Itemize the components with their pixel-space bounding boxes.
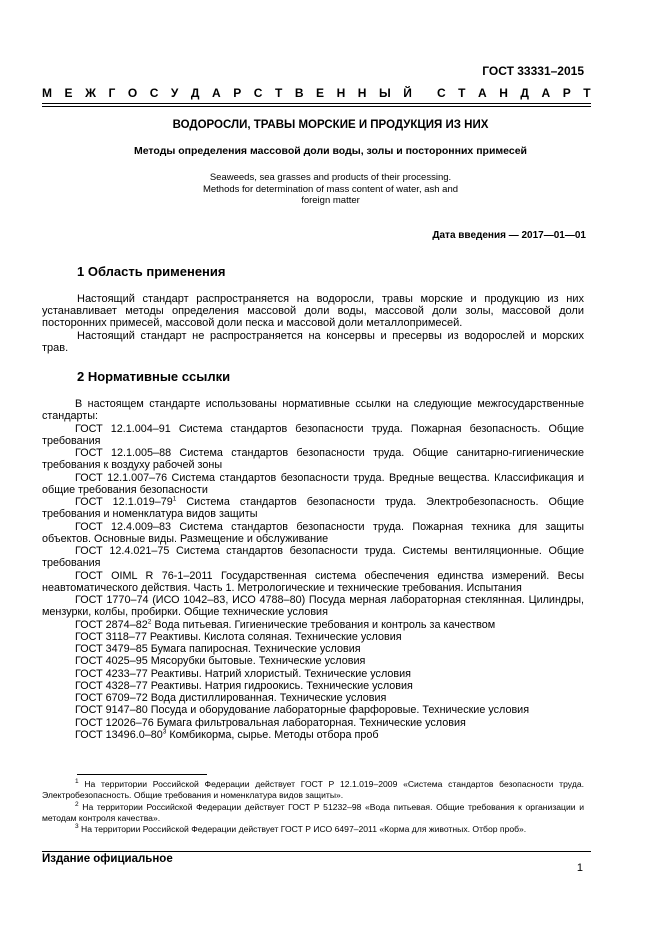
reference-item [42,655,584,667]
footnote-number: 1 [75,778,79,786]
reference-item [42,447,584,472]
reference-item [42,631,584,643]
reference-title: Комбикорма, сырье. Методы отбора проб [166,728,379,741]
english-title [0,172,661,207]
reference-item [42,570,584,595]
reference-code: ГОСТ 12.1.007–76 [75,471,168,484]
banner-letter: Р [562,86,571,100]
reference-item [42,423,584,448]
reference-title: Система стандартов безопасности труда. Вредные вещества. Классификация и общие требования безопасности [42,471,584,496]
reference-code: ГОСТ 4233–77 [75,667,148,680]
reference-title: Государственная система обеспечения единства измерений. Весы неавтоматического действия. Часть 1. Метрологические и технические требования. Испытания [42,569,584,594]
document-subtitle: Методы определения массовой доли воды, золы и посторонних примесей [133,145,528,157]
banner-letter: У [170,86,179,100]
reference-title: Система стандартов безопасности труда. Общие санитарно-гигиенические требования к воздуху рабочей зоны [42,447,584,472]
banner-letter: Д [520,86,529,100]
reference-item [42,594,584,619]
reference-code: ГОСТ 4328–77 [75,679,148,692]
reference-title: Реактивы. Натрия гидроокись. Технические условия [147,679,413,692]
reference-code: ГОСТ 12.4.009–83 [75,520,172,533]
reference-title: Мясорубки бытовые. Технические условия [147,655,366,668]
reference-item [42,643,584,655]
reference-code: ГОСТ 12.1.004–91 [75,422,171,435]
reference-title: Система стандартов безопасности труда. Пожарная безопасность. Общие требования [42,422,584,447]
banner-letter: Т [583,86,591,100]
banner-letter: А [211,86,221,100]
introduction-date: Дата введения — 2017—01—01 [432,230,586,241]
banner-letter: С [436,86,446,100]
section-2-intro: В настоящем стандарте использованы нормативные ссылки на следующие межгосударственные стандарты: [42,398,584,423]
document-title: ВОДОРОСЛИ, ТРАВЫ МОРСКИЕ И ПРОДУКЦИЯ ИЗ НИХ [172,119,489,131]
footnote-marker: 1 [172,495,177,503]
banner-letter: Е [64,86,73,100]
reference-title: Реактивы. Натрий хлористый. Технические условия [147,667,411,680]
banner-letter: Ж [85,86,96,100]
footnote-marker: 2 [147,617,152,625]
footnotes [42,779,584,836]
banner-letter: А [541,86,551,100]
reference-code: ГОСТ 2874–82 [75,618,148,631]
reference-item [42,717,584,729]
reference-item [42,680,584,692]
section-2-heading: 2 Нормативные ссылки [77,369,231,384]
reference-code: ГОСТ 13496.0–80 [75,728,163,741]
footer-rule [42,851,591,852]
banner-letter: Й [403,86,412,100]
reference-item [42,521,584,546]
normative-references [42,398,584,741]
section-1-heading: 1 Область применения [77,264,226,279]
banner-letter: С [253,86,263,100]
footnote [42,779,584,801]
banner-letter: С [149,86,159,100]
banner-letter: Ы [378,86,391,100]
banner-letter: Т [458,86,466,100]
section-1-body [42,293,584,354]
document-code: ГОСТ 33331–2015 [482,64,584,78]
reference-title: Бумага папиросная. Технические условия [147,643,361,655]
footnote-text: На территории Российской Федерации действует ГОСТ Р 12.1.019–2009 «Система стандартов безопасности труда. Электробезопасность. Общие требования и номенклатура видов защиты». [42,779,584,800]
reference-title: Реактивы. Кислота соляная. Технические условия [146,630,402,643]
reference-title: Система стандартов безопасности труда. Пожарная техника для защиты объектов. Основные виды. Размещение и обслуживание [42,520,584,545]
reference-item [42,704,584,716]
reference-item [42,619,584,631]
reference-code: ГОСТ 3118–77 [75,630,147,643]
english-title-line: Seaweeds, sea grasses and products of their processing. [209,172,452,183]
official-edition-label: Издание официальное [42,853,173,865]
reference-code: ГОСТ 3479–85 [75,643,148,655]
interstate-standard-banner [42,86,591,101]
footnote-text: На территории Российской Федерации действует ГОСТ Р ИСО 6497–2011 «Корма для животных. Отбор проб». [78,824,527,834]
reference-code: ГОСТ 1770–74 (ИСО 1042–83, ИСО 4788–80) [75,594,306,606]
banner-letter: Т [274,86,283,100]
banner-letter: Н [336,86,346,100]
section-1-paragraph: Настоящий стандарт распространяется на водоросли, травы морские и продукцию из них устанавливает методы определения массовой доли воды, массовой доли золы, массовой доли посторонних примесей, массовой доли песка и массовой доли металлопримесей. [42,293,584,330]
english-title-line: Methods for determination of mass content of water, ash and [202,183,459,195]
reference-item [42,692,584,704]
footnote [42,802,584,824]
reference-title: Система стандартов безопасности труда. Электробезопасность. Общие требования и номенклатура видов защиты [42,496,585,521]
banner-letter: В [294,86,304,100]
reference-code: ГОСТ 12.1.005–88 [75,447,172,459]
reference-title: Бумага фильтровальная лабораторная. Технические условия [153,716,466,729]
footnote [42,824,584,835]
reference-title: Посуда мерная лабораторная стеклянная. Цилиндры, мензурки, колбы, пробирки. Общие технические условия [42,594,584,619]
reference-title: Вода питьевая. Гигиенические требования и контроль за качеством [151,618,496,631]
reference-item [42,729,584,741]
section-1-paragraph: Настоящий стандарт не распространяется на консервы и пресервы из водорослей и морских трав. [42,329,584,354]
reference-item [42,668,584,680]
reference-code: ГОСТ 12.1.019–79 [75,496,173,508]
page-number: 1 [576,862,583,874]
reference-code: ГОСТ 6709–72 [75,692,148,704]
banner-letter: Е [316,86,325,100]
footnote-number: 3 [75,823,79,831]
reference-code: ГОСТ OIML R 76-1–2011 [75,569,213,582]
reference-item [42,545,584,570]
footnote-text: На территории Российской Федерации действует ГОСТ Р 51232–98 «Вода питьевая. Общие требования к организации и методам контроля качества». [42,801,584,823]
reference-code: ГОСТ 4025–95 [75,655,148,668]
banner-letter: Д [190,86,200,100]
reference-title: Вода дистиллированная. Технические условия [147,692,387,704]
header-rule-thin [42,106,591,107]
reference-item [42,496,584,521]
english-title-line: foreign matter [301,195,360,206]
reference-code: ГОСТ 9147–80 [75,704,148,717]
footnote-number: 2 [75,800,79,808]
banner-letter: Р [233,86,242,100]
banner-letter: Н [357,86,367,100]
banner-letter: Н [499,86,508,100]
reference-code: ГОСТ 12.4.021–75 [75,545,170,557]
banner-letter: М [42,86,52,100]
reference-item [42,472,584,497]
reference-code: ГОСТ 12026–76 [75,716,154,729]
banner-letter: Г [108,86,116,100]
banner-letter: О [127,86,138,100]
reference-title: Посуда и оборудование лабораторные фарфоровые. Технические условия [147,704,530,717]
footnote-marker: 3 [162,728,167,736]
footnote-separator [77,774,207,775]
header-rule-thick [42,103,591,104]
reference-title: Система стандартов безопасности труда. Системы вентиляционные. Общие требования [42,545,585,570]
banner-letter: А [478,86,487,100]
